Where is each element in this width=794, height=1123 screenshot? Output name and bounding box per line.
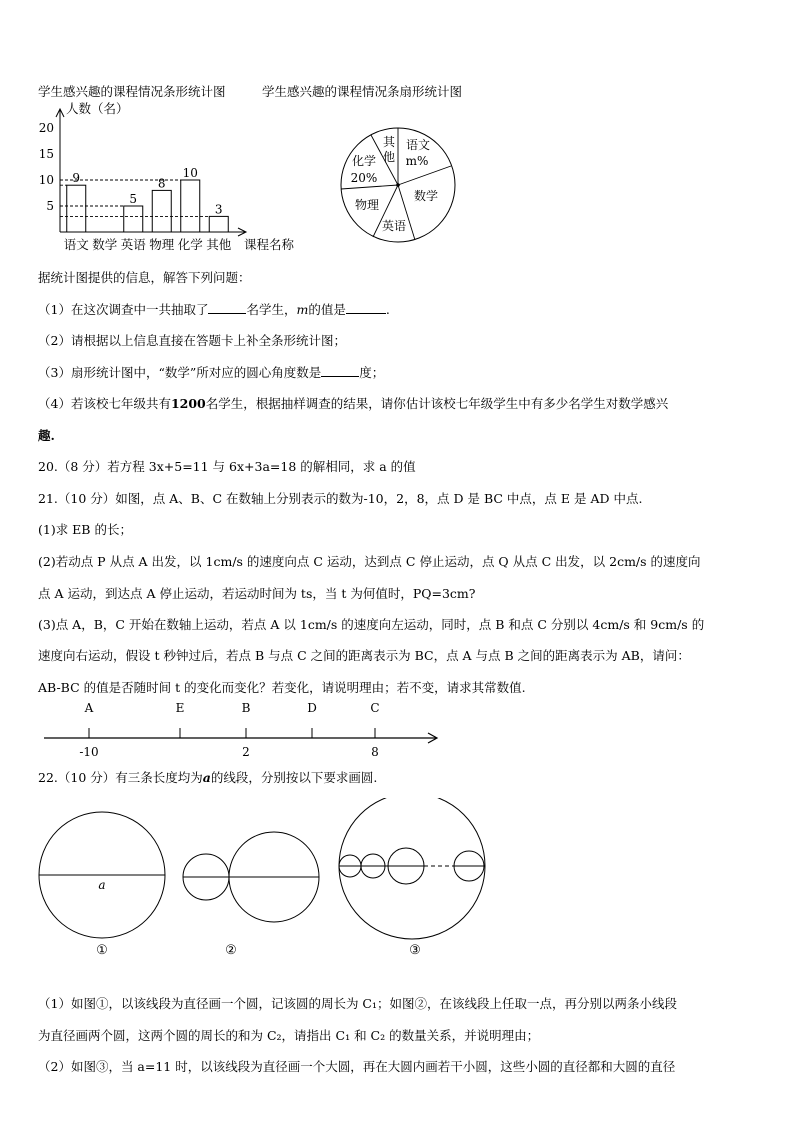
- q19-part4-b: 名学生，根据抽样调查的结果，请你估计该校七年级学生中有多少名学生对数学感兴: [205, 396, 669, 411]
- pie-label-english: 英语: [381, 219, 407, 233]
- bar-value-label: 9: [72, 171, 81, 186]
- q19-intro: 据统计图提供的信息，解答下列问题：: [38, 270, 251, 285]
- pie-chart: [338, 122, 464, 248]
- q19-part4-end: 趣.: [38, 428, 55, 443]
- q19-part3: [38, 365, 384, 381]
- figure-3-label: ③: [409, 943, 421, 958]
- q21-part1: (1)求 EB 的长；: [38, 522, 132, 537]
- y-tick-label: 5: [46, 199, 54, 213]
- number-line: [38, 698, 448, 764]
- pie-label-chinese: 语文: [405, 138, 431, 152]
- q20-text: 20.（8 分）若方程 3x+5=11 与 6x+3a=18 的解相同，求 a 的值: [38, 459, 416, 474]
- q19-part1: [38, 302, 390, 318]
- answer-blank: [208, 302, 246, 314]
- q19-part4-num: 1200: [170, 396, 206, 411]
- q22-intro-a: 22.（10 分）有三条长度均为: [38, 770, 203, 785]
- number-line-value: -10: [79, 745, 99, 759]
- bar: [181, 180, 200, 232]
- q22-part1-line1: （1）如图①，以该线段为直径画一个圆，记该圆的周长为 C₁；如图②，在该线段上任取一点，再分别以两条小线段: [38, 996, 678, 1011]
- figure-1-var-a: a: [98, 878, 106, 892]
- pie-divider: [341, 185, 398, 189]
- q19-part1-c: 的值是: [308, 302, 346, 317]
- bar-value-label: 10: [182, 166, 198, 180]
- q19-part2: （2）请根据以上信息直接在答题卡上补全条形统计图；: [38, 333, 346, 348]
- q21-part3-line2: 速度向右运动，假设 t 秒钟过后，若点 B 与点 C 之间的距离表示为 BC，点 A 与点 B 之间的距离表示为 AB，请问：: [38, 648, 690, 663]
- y-axis-label: 人数（名）: [66, 101, 129, 116]
- bar: [209, 216, 228, 232]
- bar: [124, 206, 143, 232]
- answer-blank: [321, 365, 359, 377]
- y-tick-label: 10: [38, 173, 54, 187]
- number-line-point-label: A: [84, 701, 94, 715]
- bar-value-label: 3: [214, 202, 223, 217]
- x-tick-label: 英语: [120, 237, 146, 252]
- q19-part3-b: 度；: [359, 365, 385, 380]
- q21-part2-line2: 点 A 运动，到达点 A 停止运动，若运动时间为 ts，当 t 为何值时，PQ=3cm?: [38, 586, 476, 601]
- q19-var-m: m: [296, 302, 309, 317]
- x-tick-label: 数学: [92, 237, 118, 252]
- circle-figures: [30, 798, 500, 960]
- x-tick-label: 语文: [63, 237, 89, 252]
- pie-label-chemistry: 化学: [351, 154, 377, 168]
- number-line-value: 2: [242, 745, 250, 759]
- bar-chart-title: 学生感兴趣的课程情况条形统计图: [38, 84, 226, 99]
- q21-intro: 21.（10 分）如图，点 A、B、C 在数轴上分别表示的数为-10，2，8，点 D 是 BC 中点，点 E 是 AD 中点.: [38, 491, 643, 506]
- q21-part3-line3: AB-BC 的值是否随时间 t 的变化而变化？若变化，请说明理由；若不变，请求其常数值.: [38, 680, 526, 695]
- x-tick-label: 其他: [206, 237, 232, 252]
- q21-part3-line1: (3)点 A，B，C 开始在数轴上运动，若点 A 以 1cm/s 的速度向左运动，同时，点 B 和点 C 分别以 4cm/s 和 9cm/s 的: [38, 617, 705, 632]
- pie-label-math: 数学: [413, 189, 439, 203]
- pie-label-other-2: 他: [382, 150, 396, 164]
- q19-part1-b: 名学生，: [246, 302, 297, 317]
- figure-1-label: ①: [96, 943, 108, 958]
- pie-chart-title: 学生感兴趣的课程情况条扇形统计图: [262, 84, 463, 99]
- bar: [152, 190, 171, 232]
- number-line-point-label: B: [241, 701, 251, 715]
- pie-center: [396, 183, 400, 187]
- q19-part4-a: （4）若该校七年级共有: [38, 396, 171, 411]
- x-axis-label: 课程名称: [244, 237, 295, 252]
- pie-label-physics: 物理: [354, 198, 380, 212]
- pie-label-other-1: 其: [382, 135, 396, 149]
- bar-chart: [30, 96, 320, 256]
- pie-label-chinese-percent: m%: [405, 154, 429, 168]
- x-tick-label: 化学: [177, 237, 203, 252]
- figure-2-label: ②: [225, 943, 237, 958]
- pie-label-chemistry-percent: 20%: [350, 171, 378, 185]
- answer-blank: [346, 302, 386, 314]
- number-line-value: 8: [371, 745, 379, 759]
- q21-part2-line1: (2)若动点 P 从点 A 出发，以 1cm/s 的速度向点 C 运动，达到点 C 停止运动，点 Q 从点 C 出发，以 2cm/s 的速度向: [38, 554, 701, 569]
- q22-intro: [38, 770, 377, 786]
- bar-value-label: 8: [157, 176, 166, 191]
- number-line-point-label: D: [307, 701, 317, 715]
- q22-intro-b: 的线段，分别按以下要求画圆.: [210, 770, 378, 785]
- number-line-point-label: E: [175, 701, 185, 715]
- q19-part3-a: （3）扇形统计图中，“数学”所对应的圆心角度数是: [38, 365, 322, 380]
- bar: [67, 185, 86, 232]
- q22-var-a: a: [202, 770, 211, 785]
- q19-part4: [38, 396, 668, 412]
- bar-value-label: 5: [129, 192, 138, 206]
- q19-part1-a: （1）在这次调查中一共抽取了: [38, 302, 209, 317]
- pie-divider: [398, 166, 451, 185]
- q22-part2-line1: （2）如图③，当 a=11 时，以该线段为直径画一个大圆，再在大圆内画若干小圆，这些小圆的直径都和大圆的直径: [38, 1059, 676, 1074]
- q22-part1-line2: 为直径画两个圆，这两个圆的周长的和为 C₂，请指出 C₁ 和 C₂ 的数量关系，并说明理由；: [38, 1028, 540, 1043]
- x-tick-label: 物理: [149, 237, 175, 252]
- y-tick-label: 15: [38, 147, 54, 161]
- q19-part1-d: .: [385, 302, 390, 317]
- number-line-point-label: C: [370, 701, 380, 715]
- y-tick-label: 20: [38, 121, 54, 135]
